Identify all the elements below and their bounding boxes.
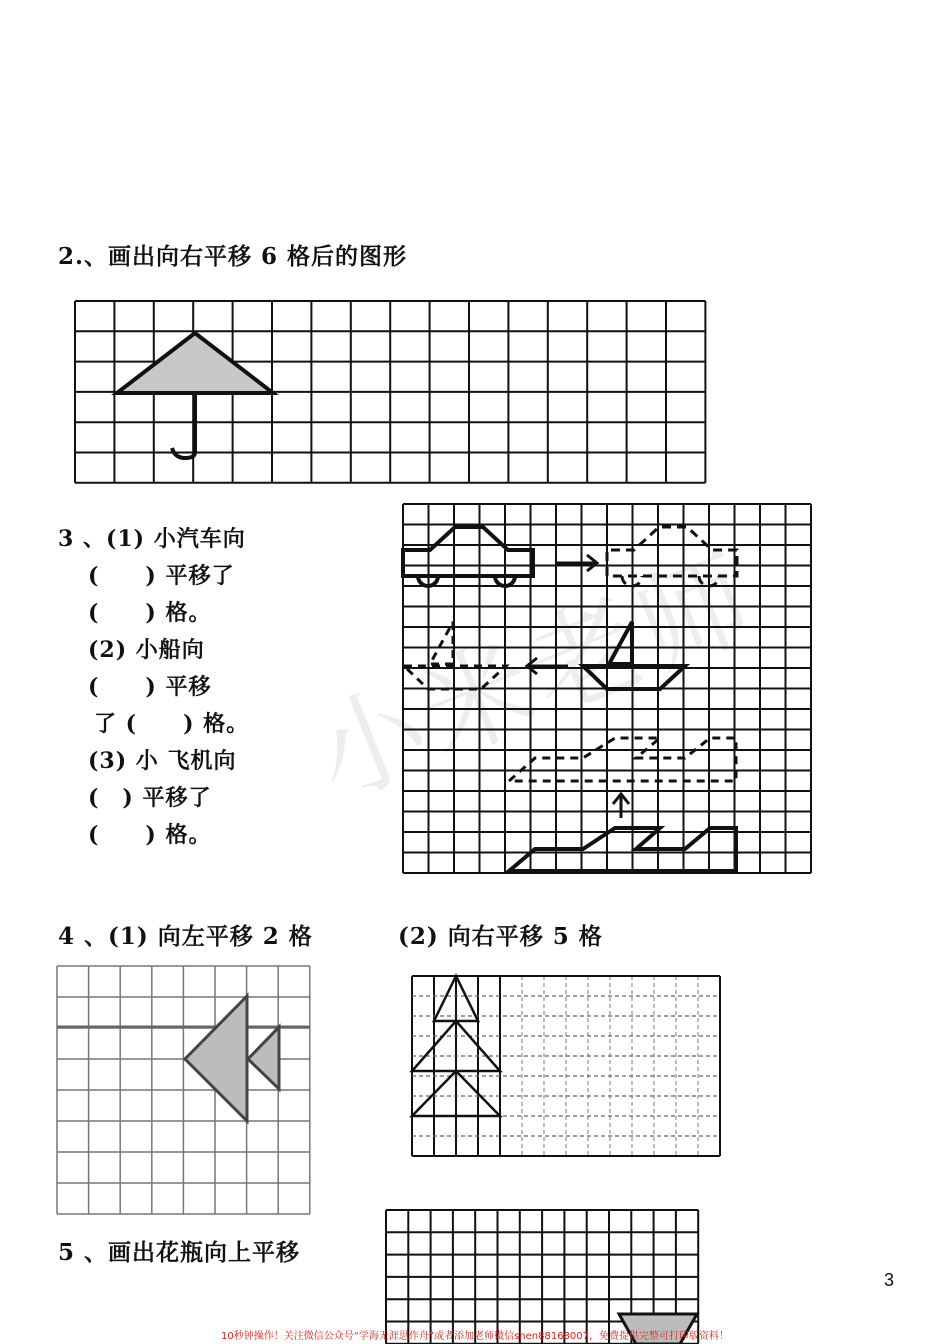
q5-title: 5 、画出花瓶向上平移 [58, 1239, 301, 1266]
q3-line-6: 了 ( ) 格。 [94, 711, 250, 737]
footer-banner: 10秒钟操作！关注微信公众号“学海无涯思作舟”或者添加老师微信shen88168007，免费提供完整可打印版资料！ [220, 1331, 730, 1342]
q2-title: 2.、画出向右平移 6 格后的图形 [58, 243, 408, 270]
q3-line-3: ( ) 格。 [88, 600, 212, 626]
q4-title-1: 4 、(1) 向左平移 2 格 [58, 923, 313, 950]
q3-line-5: ( ) 平移 [88, 674, 212, 700]
q3-line-8: ( ) 平移了 [88, 785, 212, 811]
page-number: 3 [883, 1270, 894, 1290]
q3-line-9: ( ) 格。 [88, 822, 212, 848]
q4-title-2: (2) 向右平移 5 格 [398, 923, 603, 950]
q3-line-2: ( ) 平移了 [88, 563, 235, 589]
q3-line-1: 3 、(1) 小汽车向 [58, 526, 246, 552]
watermark: 小米老师 [296, 531, 775, 824]
q3-line-7: (3) 小 飞机向 [88, 748, 237, 774]
q3-line-4: (2) 小船向 [88, 637, 205, 663]
